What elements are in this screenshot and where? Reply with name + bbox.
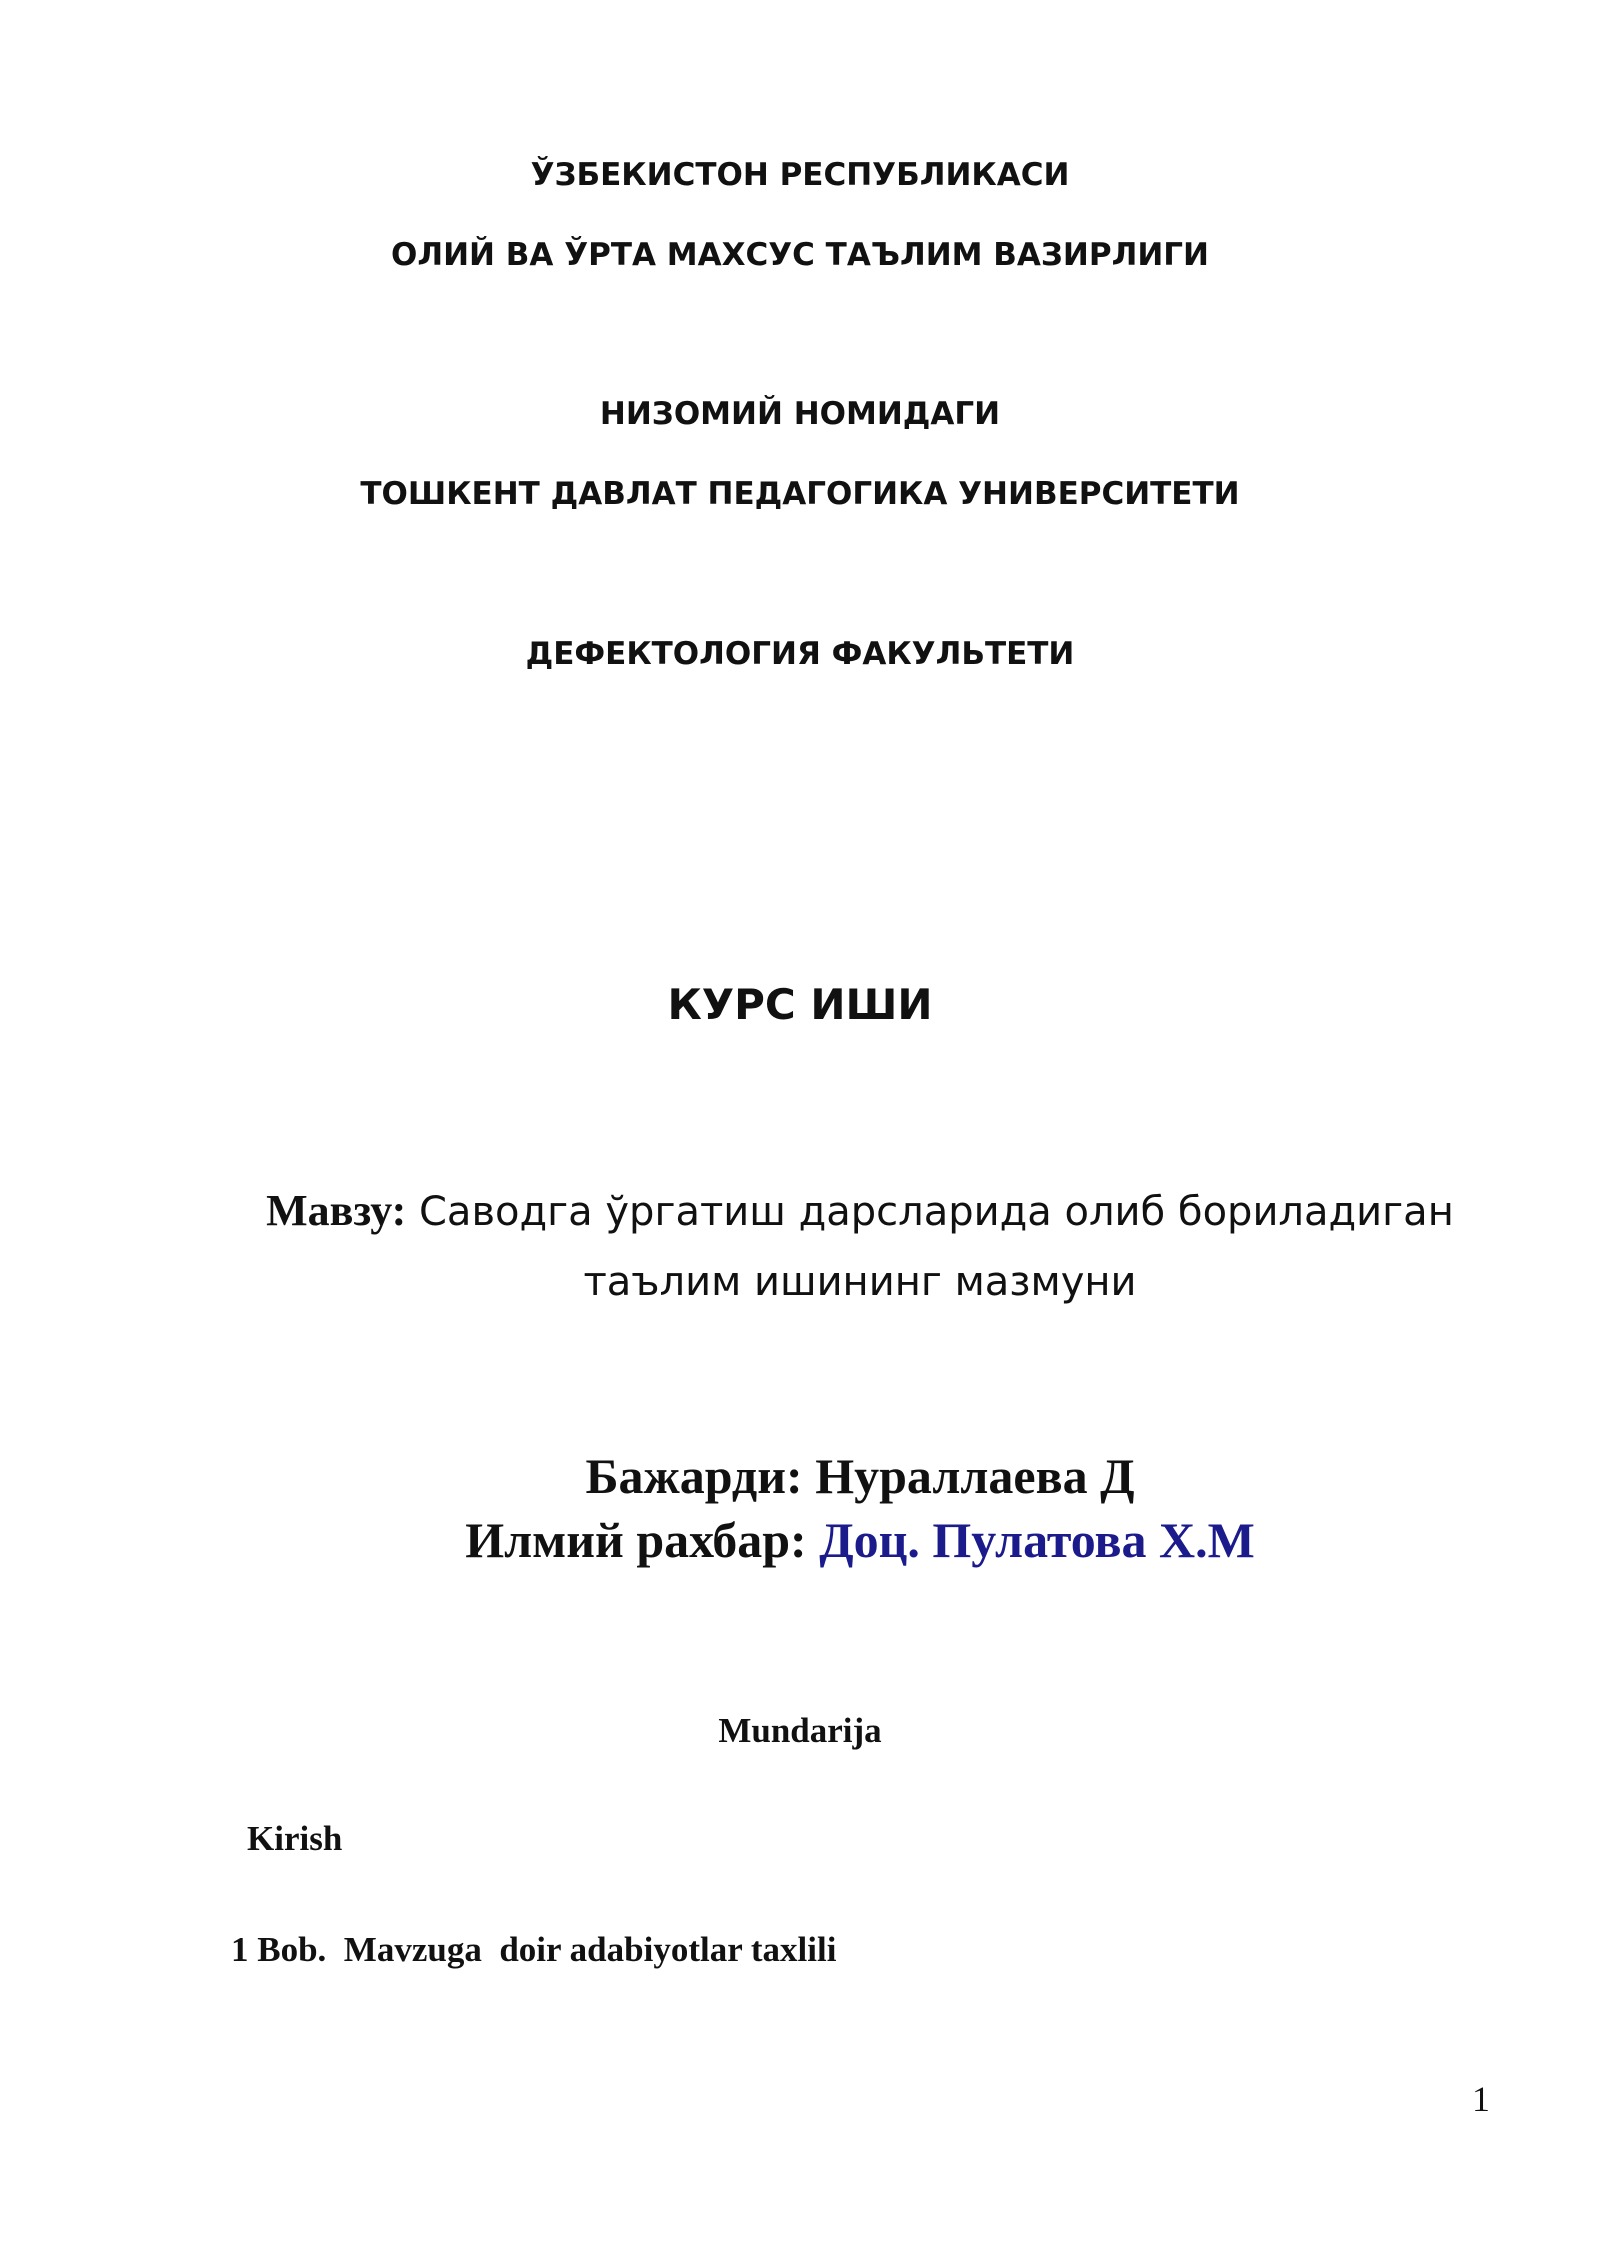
toc-item-chapter-1: 1 Bob. Mavzuga doir adabiyotlar taxlili [231,1930,837,1969]
header-faculty: ДЕФЕКТОЛОГИЯ ФАКУЛЬТЕТИ [525,636,1075,672]
author-line [0,1444,1600,1508]
toc-item-intro: Kirish [247,1819,343,1858]
page-number: 1 [1472,2079,1490,2119]
topic-text-2: таълим ишининг мазмуни [583,1259,1137,1305]
author-label: Бажарди: [585,1448,803,1504]
supervisor-name: Доц. Пулатова Х.М [819,1512,1255,1568]
header-university: ТОШКЕНТ ДАВЛАТ ПЕДАГОГИКА УНИВЕРСИТЕТИ [360,476,1240,512]
supervisor-label: Илмий рахбар: [465,1512,807,1568]
toc-title: Mundarija [718,1711,882,1750]
header-republic: ЎЗБЕКИСТОН РЕСПУБЛИКАСИ [530,157,1070,193]
topic-text-1: Саводга ўргатиш дарсларида олиб бориладиган [419,1189,1454,1235]
document-title: КУРС ИШИ [667,980,933,1029]
author-name: Нураллаева Д [815,1448,1135,1504]
topic-block [0,1176,1600,1317]
topic-label: Мавзу: [266,1186,407,1235]
header-named-after: НИЗОМИЙ НОМИДАГИ [599,396,1001,432]
supervisor-line [0,1508,1600,1572]
header-ministry: ОЛИЙ ВА ЎРТА МАХСУС ТАЪЛИМ ВАЗИРЛИГИ [391,237,1209,273]
topic-line-1 [0,1176,1600,1247]
